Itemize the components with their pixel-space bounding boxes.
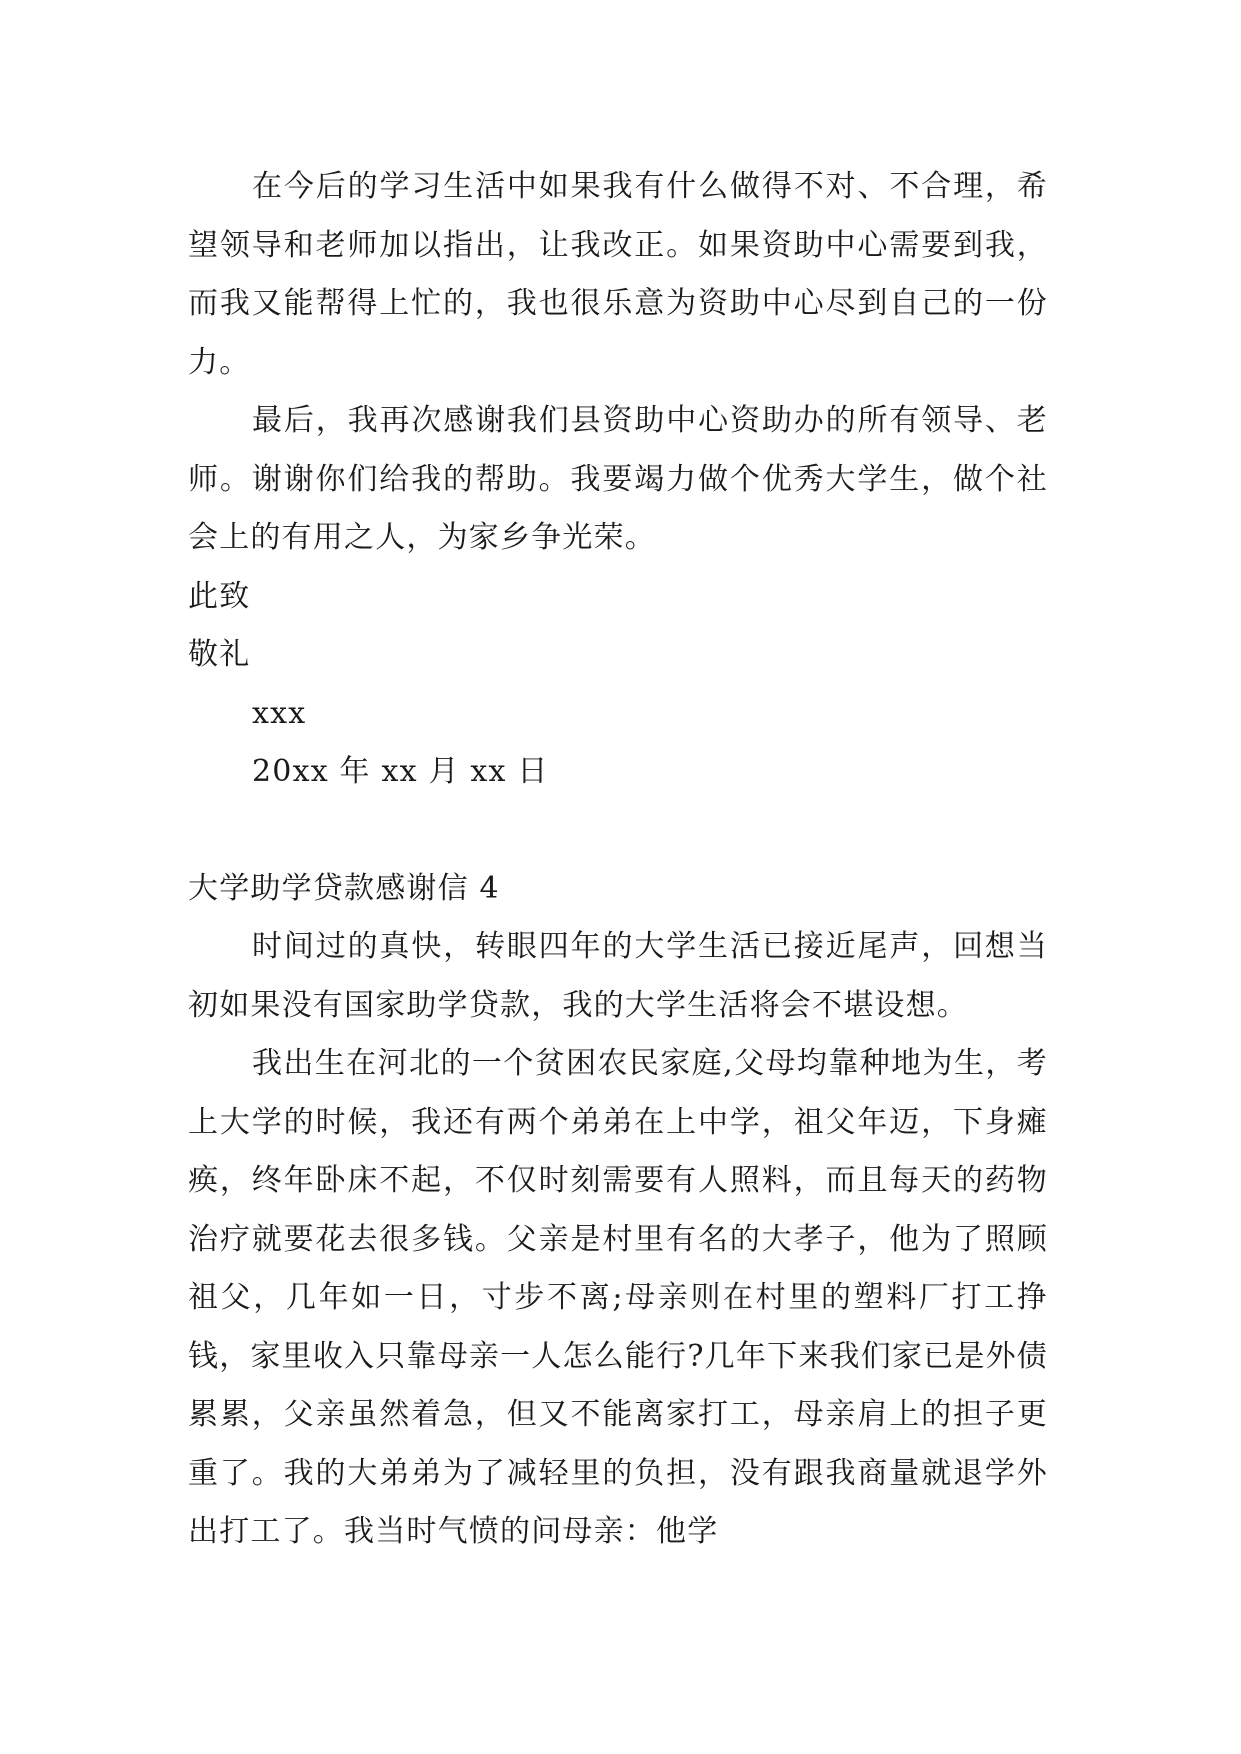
section-title: 大学助学贷款感谢信 4 bbox=[188, 870, 500, 906]
paragraph-time-flies: 时间过的真快，转眼四年的大学生活已接近尾声，回想当初如果没有国家助学贷款，我的大学生活将会不堪设想。 bbox=[188, 929, 1048, 1023]
paragraph-final-thanks: 最后，我再次感谢我们县资助中心资助办的所有领导、老师。谢谢你们给我的帮助。我要竭力做个优秀大学生，做个社会上的有用之人，为家乡争光荣。 bbox=[188, 403, 1048, 555]
salutation-jingli: 敬礼 bbox=[188, 637, 251, 672]
salutation-cizhi: 此致 bbox=[188, 578, 251, 614]
paragraph-family-background: 我出生在河北的一个贫困农民家庭,父母均靠种地为生，考上大学的时候，我还有两个弟弟在上中学，祖父年迈，下身瘫痪，终年卧床不起，不仅时刻需要有人照料，而且每天的药物治疗就要花去很多钱。父亲是村里有名的大孝子，他为了照顾祖父，几年如一日，寸步不离;母亲则在村里的塑料厂打工挣钱，家里收入只靠母亲一人怎么能行?几年下来我们家已是外债累累，父亲虽然着急，但又不能离家打工，母亲肩上的担子更重了。我的大弟弟为了减轻里的负担，没有跟我商量就退学外出打工了。我当时气愤的问母亲：他学 bbox=[188, 1046, 1048, 1549]
document-body bbox=[188, 158, 1048, 1562]
section-spacer bbox=[188, 802, 1048, 860]
letter-date: 20xx 年 xx 月 xx 日 bbox=[252, 754, 549, 789]
paragraph-future-help: 在今后的学习生活中如果我有什么做得不对、不合理，希望领导和老师加以指出，让我改正。如果资助中心需要到我，而我又能帮得上忙的，我也很乐意为资助中心尽到自己的一份力。 bbox=[188, 169, 1048, 380]
signature: xxx bbox=[252, 695, 307, 731]
